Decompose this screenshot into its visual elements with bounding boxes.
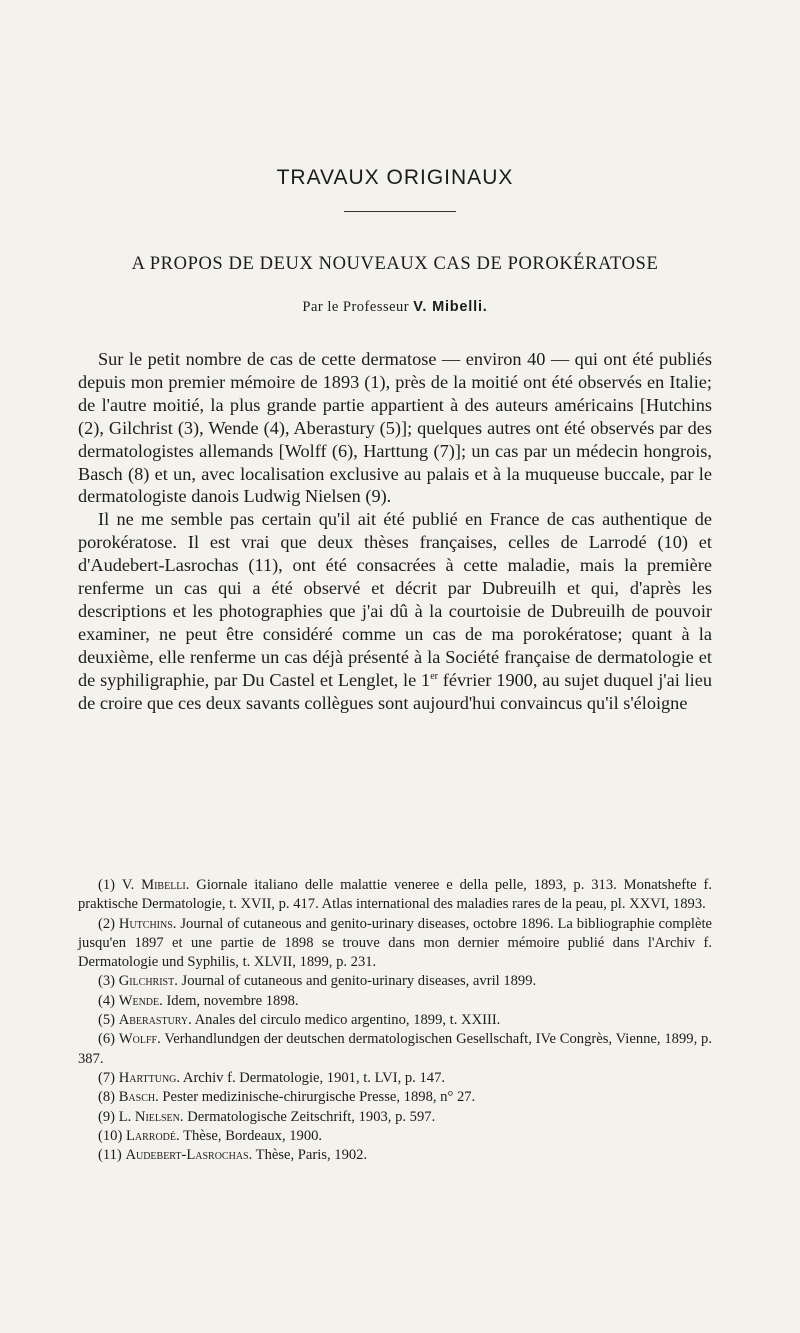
footnote: (8) Basch. Pester medizinische-chirurgische Presse, 1898, n° 27.: [98, 1089, 476, 1106]
byline: [78, 299, 712, 316]
footnote: (11) Audebert-Lasrochas. Thèse, Paris, 1902.: [98, 1147, 368, 1164]
footnote: (5) Aberastury. Anales del circulo medico argentino, 1899, t. XXIII.: [98, 1012, 501, 1029]
footnote: (10) Larrodé. Thèse, Bordeaux, 1900.: [98, 1127, 323, 1144]
byline-author: V. Mibelli.: [413, 299, 488, 315]
footnote: (2) Hutchins. Journal of cutaneous and genito-urinary diseases, octobre 1896. La bibliographie complète jusqu'en 1897 et une partie de 1898 se trouve dans mon dernier mémoire publié dans l'Archiv f. Dermatologie und Syphilis, t. XLVII, 1899, p. 231.: [78, 915, 712, 971]
footnotes: [78, 876, 712, 1165]
title-divider: [344, 211, 456, 212]
footnote: (1) V. Mibelli. Giornale italiano delle malattie veneree e della pelle, 1893, p. 313. Monatshefte f. praktische Dermatologie, t. XVII, p. 417. Atlas international des maladies rares de la peau, pl. XXVI, 1893.: [78, 877, 712, 913]
footnote: (6) Wolff. Verhandlundgen der deutschen dermatologischen Gesellschaft, IVe Congrès, Vienne, 1899, p. 387.: [78, 1031, 712, 1067]
byline-prefix: Par le Professeur: [302, 299, 410, 315]
article-title: A PROPOS DE DEUX NOUVEAUX CAS DE POROKÉRATOSE: [131, 254, 659, 274]
footnote: (7) Harttung. Archiv f. Dermatologie, 1901, t. LVI, p. 147.: [98, 1069, 446, 1086]
paragraph-2: Il ne me semble pas certain qu'il ait été publié en France de cas authentique de porokératose. Il est vrai que deux thèses françaises, celles de Larrodé (10) et d'Audebert-Lasrochas (11), ont été consacrées à cette maladie, mais la première renferme un cas qui a été observé et décrit par Dubreuilh et qui, d'après les descriptions et les photographies que j'ai dû à la courtoisie de Dubreuilh de pouvoir examiner, ne peut être considéré comme un cas de ma porokératose; quant à la deuxième, elle renferme un cas déjà présenté à la Société française de dermatologie et de syphiligraphie, par Du Castel et Lenglet, le 1er février 1900, au sujet duquel j'ai lieu de croire que ces deux savants collègues sont aujourd'hui convaincus qu'il s'éloigne: [78, 509, 713, 713]
footnote: (3) Gilchrist. Journal of cutaneous and genito-urinary diseases, avril 1899.: [98, 973, 537, 990]
body-text: [78, 348, 712, 715]
section-title: TRAVAUX ORIGINAUX: [276, 166, 514, 189]
footnote: (9) L. Nielsen. Dermatologische Zeitschrift, 1903, p. 597.: [98, 1108, 436, 1125]
paragraph-1: Sur le petit nombre de cas de cette dermatose — environ 40 — qui ont été publiés depuis mon premier mémoire de 1893 (1), près de la moitié ont été observés en Italie; de l'autre moitié, la plus grande partie appartient à des auteurs américains [Hutchins (2), Gilchrist (3), Wende (4), Aberastury (5)]; quelques autres ont été observés par des dermatologistes allemands [Wolff (6), Harttung (7)]; un cas par un médecin hongrois, Basch (8) et un, avec localisation exclusive au palais et à la muqueuse buccale, par le dermatologiste danois Ludwig Nielsen (9).: [78, 349, 712, 507]
footnote: (4) Wende. Idem, novembre 1898.: [98, 992, 299, 1009]
